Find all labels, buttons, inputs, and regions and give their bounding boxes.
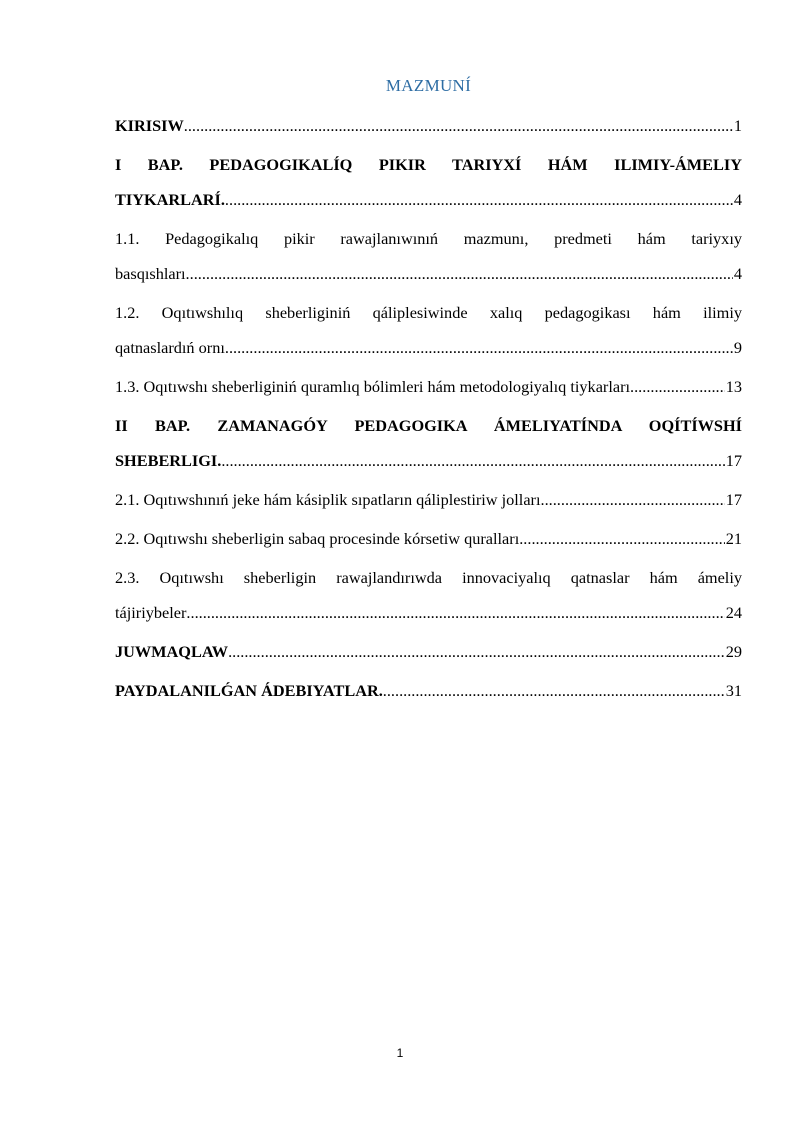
toc-entry-page: 17 bbox=[725, 490, 742, 509]
toc-entry-1-1[interactable] bbox=[115, 221, 742, 291]
page-number: 1 bbox=[396, 1046, 404, 1060]
toc-entry-page: 17 bbox=[725, 451, 742, 470]
toc-entry-text: KIRISIW bbox=[115, 116, 184, 135]
toc-entry-text: II BAP. ZAMANAGÓY PEDAGOGIKA ÁMELIYATÍNDA OQÍTÍWSHÍ bbox=[115, 416, 742, 435]
toc-entry-text-continued: basqıshları bbox=[115, 264, 186, 283]
toc-entry-page: 9 bbox=[733, 338, 742, 357]
toc-leader-dots bbox=[634, 369, 725, 404]
toc-entry-text: 1.2. Oqıtıwshılıq sheberliginiń qáliplesiwinde xalıq pedagogikası hám ilimiy bbox=[115, 303, 742, 322]
toc-leader-dots bbox=[228, 634, 725, 669]
toc-leader-dots bbox=[221, 443, 724, 478]
toc-entry-page: 29 bbox=[725, 642, 742, 661]
toc-entry-juwmaqlaw[interactable] bbox=[115, 634, 742, 669]
document-page bbox=[115, 0, 742, 1131]
table-of-contents bbox=[115, 108, 742, 712]
toc-entry-2-1[interactable] bbox=[115, 482, 742, 517]
toc-entry-page: 4 bbox=[733, 190, 742, 209]
toc-entry-page: 4 bbox=[733, 264, 742, 283]
toc-entry-text: JUWMAQLAW bbox=[115, 642, 229, 661]
toc-entry-1-3[interactable] bbox=[115, 369, 742, 404]
toc-entry-text: 1.1. Pedagogikalıq pikir rawajlanıwınıń mazmunı, predmeti hám tariyxıy bbox=[115, 229, 742, 248]
toc-entry-kirisiw[interactable] bbox=[115, 108, 742, 143]
toc-entry-references[interactable] bbox=[115, 673, 742, 708]
toc-title: MAZMUNÍ bbox=[385, 76, 472, 95]
toc-entry-chapter-2[interactable] bbox=[115, 408, 742, 478]
toc-entry-page: 24 bbox=[725, 603, 742, 622]
toc-leader-dots bbox=[186, 256, 733, 291]
toc-leader-dots bbox=[184, 108, 733, 143]
toc-entry-chapter-1[interactable] bbox=[115, 147, 742, 217]
toc-entry-page: 13 bbox=[725, 377, 742, 396]
toc-entry-text: 1.3. Oqıtıwshı sheberliginiń quramlıq bólimleri hám metodologiyalıq tiykarları. bbox=[115, 377, 635, 396]
toc-leader-dots bbox=[383, 673, 725, 708]
toc-entry-text: I BAP. PEDAGOGIKALÍQ PIKIR TARIYXÍ HÁM ILIMIY-ÁMELIY bbox=[115, 155, 742, 174]
toc-entry-2-3[interactable] bbox=[115, 560, 742, 630]
toc-entry-1-2[interactable] bbox=[115, 295, 742, 365]
toc-entry-page: 21 bbox=[725, 529, 742, 548]
toc-entry-text: 2.1. Oqıtıwshınıń jeke hám kásiplik sıpatların qáliplestiriw jolları bbox=[115, 490, 541, 509]
toc-entry-text-continued: qatnaslardıń ornı bbox=[115, 338, 225, 357]
toc-entry-text: 2.2. Oqıtıwshı sheberligin sabaq procesinde kórsetiw quralları bbox=[115, 529, 520, 548]
toc-leader-dots bbox=[186, 595, 724, 630]
toc-entry-text: 2.3. Oqıtıwshı sheberligin rawajlandırıwda innovaciyalıq qatnaslar hám ámeliy bbox=[115, 568, 742, 587]
toc-entry-page: 1 bbox=[733, 116, 742, 135]
toc-entry-2-2[interactable] bbox=[115, 521, 742, 556]
toc-leader-dots bbox=[541, 482, 725, 517]
toc-leader-dots bbox=[225, 182, 733, 217]
toc-entry-text-continued: tájiriybeler bbox=[115, 603, 187, 622]
toc-leader-dots bbox=[519, 521, 724, 556]
toc-entry-text-continued: SHEBERLIGI. bbox=[115, 451, 222, 470]
toc-entry-page: 31 bbox=[725, 681, 742, 700]
toc-entry-text: PAYDALANILǴAN ÁDEBIYATLAR. bbox=[115, 681, 383, 700]
toc-entry-text-continued: TIYKARLARÍ. bbox=[115, 190, 225, 209]
toc-leader-dots bbox=[225, 330, 733, 365]
